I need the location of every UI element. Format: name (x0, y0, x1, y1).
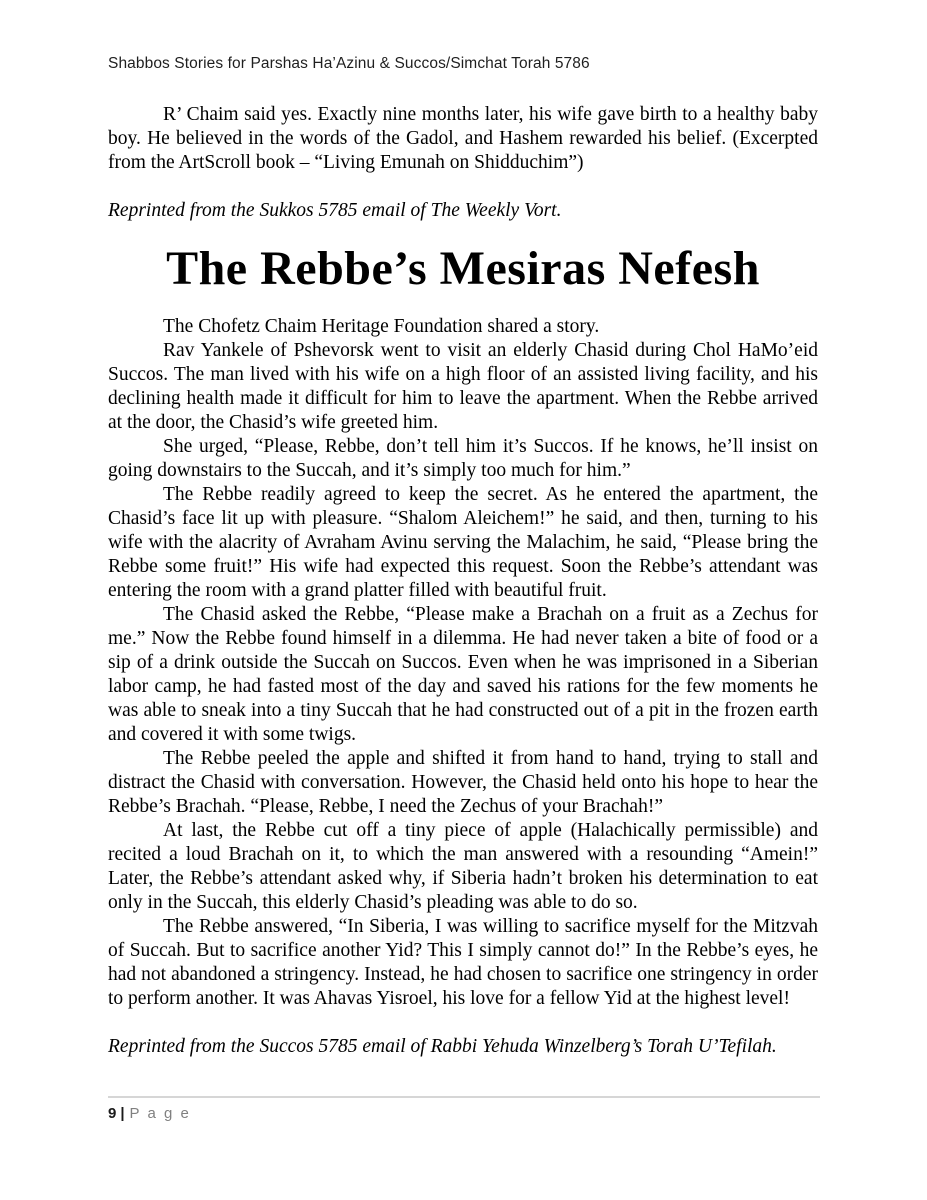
footer-page-number: 9 (108, 1105, 117, 1122)
story-paragraph-4: The Rebbe readily agreed to keep the secret. As he entered the apartment, the Chasid’s face lit up with pleasure. “Shalom Aleichem!” he said, and then, turning to his wife with the alacrity of Avraham Avinu serving the Malachim, he said, “Please bring the Rebbe some fruit!” His wife had expected this request. Soon the Rebbe’s attendant was entering the room with a grand platter filled with beautiful fruit. (108, 484, 818, 601)
story-paragraph-1: The Chofetz Chaim Heritage Foundation shared a story. (163, 316, 600, 337)
running-header: Shabbos Stories for Parshas Ha’Azinu & Succos/Simchat Torah 5786 (108, 55, 590, 72)
story-body (108, 315, 818, 1011)
intro-attribution: Reprinted from the Sukkos 5785 email of The Weekly Vort. (108, 200, 562, 221)
story-title: The Rebbe’s Mesiras Nefesh (166, 242, 760, 295)
story-paragraph-6: The Rebbe peeled the apple and shifted it from hand to hand, trying to stall and distract the Chasid with conversation. However, the Chasid held onto his hope to hear the Rebbe’s Brachah. “Please, Rebbe, I need the Zechus of your Brachah!” (108, 748, 818, 817)
story-attribution: Reprinted from the Succos 5785 email of Rabbi Yehuda Winzelberg’s Torah U’Tefilah. (108, 1036, 777, 1057)
story-paragraph-7: At last, the Rebbe cut off a tiny piece of apple (Halachically permissible) and recited a loud Brachah on it, to which the man answered with a resounding “Amein!” Later, the Rebbe’s attendant asked why, if Siberia hadn’t broken his determination to eat only in the Succah, this elderly Chasid’s pleading was able to do so. (108, 820, 818, 913)
intro-paragraph: R’ Chaim said yes. Exactly nine months later, his wife gave birth to a healthy baby boy. He believed in the words of the Gadol, and Hashem rewarded his belief. (Excerpted from the ArtScroll book – “Living Emunah on Shidduchim”) (108, 104, 818, 173)
story-paragraph-5: The Chasid asked the Rebbe, “Please make a Brachah on a fruit as a Zechus for me.” Now the Rebbe found himself in a dilemma. He had never taken a bite of food or a sip of a drink outside the Succah on Succos. Even when he was imprisoned in a Siberian labor camp, he had fasted most of the day and saved his rations for the few moments he was able to sneak into a tiny Succah that he had constructed out of a pit in the frozen earth and covered it with some twigs. (108, 604, 818, 745)
footer-page-label: P a g e (129, 1105, 191, 1122)
footer-separator: | (120, 1105, 125, 1122)
page-footer (108, 1096, 820, 1123)
story-paragraph-3: She urged, “Please, Rebbe, don’t tell him it’s Succos. If he knows, he’ll insist on going downstairs to the Succah, and it’s simply too much for him.” (108, 436, 818, 481)
story-paragraph-8: The Rebbe answered, “In Siberia, I was willing to sacrifice myself for the Mitzvah of Succah. But to sacrifice another Yid? This I simply cannot do!” In the Rebbe’s eyes, he had not abandoned a stringency. Instead, he had chosen to sacrifice one stringency in order to perform another. It was Ahavas Yisroel, his love for a fellow Yid at the highest level! (108, 916, 818, 1009)
story-paragraph-2: Rav Yankele of Pshevorsk went to visit an elderly Chasid during Chol HaMo’eid Succos. The man lived with his wife on a high floor of an assisted living facility, and his declining health made it difficult for him to leave the apartment. When the Rebbe arrived at the door, the Chasid’s wife greeted him. (108, 340, 818, 433)
